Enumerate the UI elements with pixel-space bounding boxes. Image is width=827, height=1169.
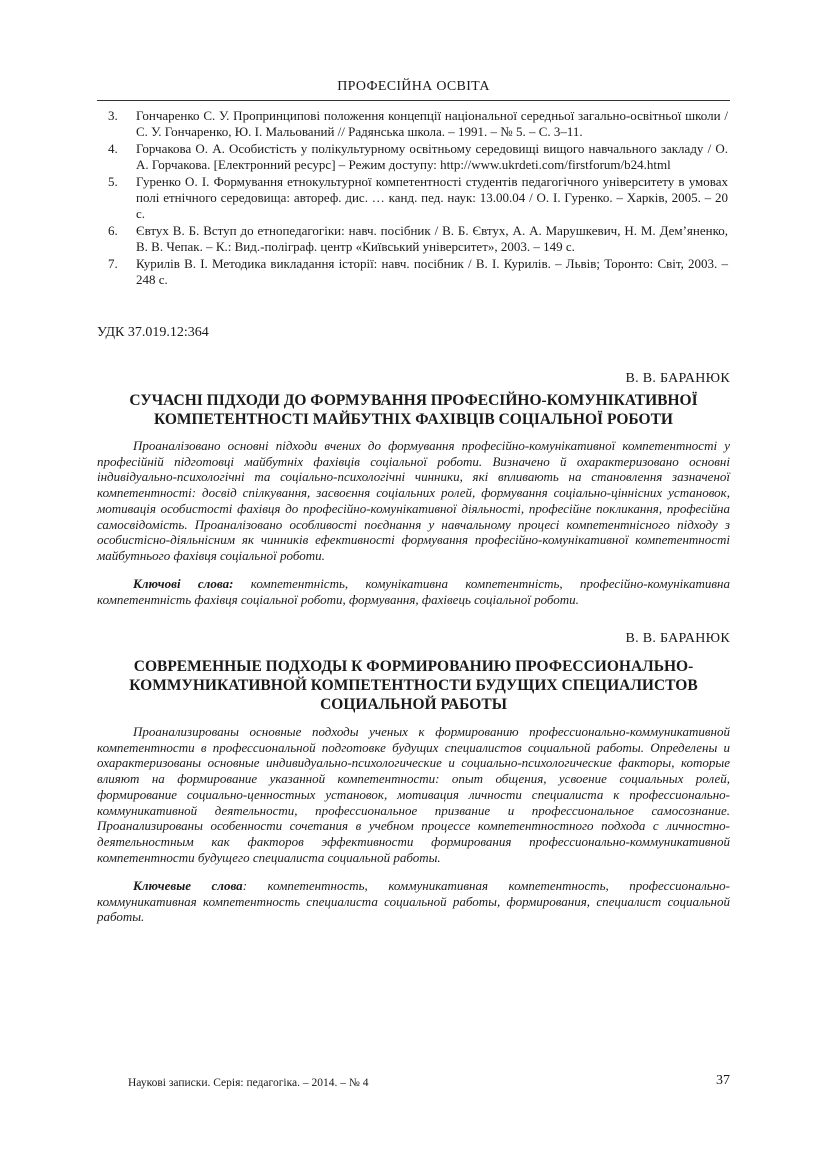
keywords-ukrainian — [97, 576, 730, 607]
reference-number: 6. — [108, 223, 118, 239]
reference-number: 7. — [108, 256, 118, 272]
udk-code: УДК 37.019.12:364 — [97, 325, 209, 340]
reference-number: 3. — [108, 108, 118, 123]
abstract-russian: Проанализированы основные подходы ученых к формированию профессионально-коммуникативной компетентности в профессиональной подготовке будущих специалистов социальной работы. Определены и охарактеризованы основные индивидуально-психологические и социально-психологические факторы, которые влияют на формирование указанной компетентности: опыт общения, усвоение социальных ролей, формирование социально-ценностных установок, мотивация личности специалиста к профессионально-коммуникативной деятельности, профессиональное призвание и профессиональное самосознание. Проанализированы особенности сочетания в учебном процессе компетентностного подхода с личностно-деятельностным как факторов эффективности формирования профессионально-коммуникативной компетентности будущего специалиста социальной работы. — [97, 724, 730, 865]
reference-text: Гуренко О. І. Формування етнокультурної компетентності студентів педагогічного університету в умовах полі етнічного середовища: автореф. дис. … канд. пед. наук: 13.00.04 / О. І. Гуренко. – Харків, 2005. – 20 с. — [136, 174, 728, 221]
header-divider — [97, 100, 730, 101]
reference-text: Курилів В. І. Методика викладання історії: навч. посібник / В. І. Курилів. – Львів; Торонто: Світ, 2003. – 248 с. — [136, 256, 728, 287]
running-title: ПРОФЕСІЙНА ОСВІТА — [337, 79, 490, 94]
reference-item — [108, 256, 728, 287]
reference-text: Горчакова О. А. Особистість у полікультурному освітньому середовищі вищого навчального закладу / О. А. Горчакова. [Електронний ресурс] – Режим доступу: http://www.ukrdeti.com/firstforum/b24.html — [136, 141, 728, 172]
keywords-text: : компетентность, коммуникативная компетентность, профессионально-коммуникативная компетентность специалиста социальной работы, формирования, специалист социальной работы. — [97, 878, 730, 925]
abstract-ukrainian: Проаналізовано основні підходи вчених до формування професійно-комунікативної компетентності у професійній підготовці майбутніх фахівців соціальної роботи. Визначено й охарактеризовано основні індивідуально-психологічні та соціально-психологічні чинники, які впливають на становлення зазначеної компетентності: досвід спілкування, засвоєння соціальних ролей, формування соціально-ціннісних установок, мотивація особистості фахівця до професійно-комунікативної діяльності, професійне покликання, професійна самосвідомість. Проаналізовано особливості поєднання у навчальному процесі компетентнісного підходу з особистісно-діяльнісним як чинників ефективності формування професійно-комунікативної компетентності майбутнього фахівця соціальної роботи. — [97, 438, 730, 563]
author-ukrainian: В. В. БАРАНЮК — [625, 371, 730, 386]
reference-item — [108, 108, 728, 139]
journal-footer: Наукові записки. Серія: педагогіка. – 2014. – № 4 — [128, 1077, 369, 1089]
reference-number: 5. — [108, 174, 118, 190]
keywords-russian — [97, 878, 730, 925]
reference-text: Євтух В. Б. Вступ до етнопедагогіки: навч. посібник / В. Б. Євтух, А. А. Марушкевич, Н. М. Дем’яненко, В. В. Чепак. – К.: Вид.-поліграф. центр «Київський університет», 2003. – 149 с. — [136, 223, 728, 254]
reference-number: 4. — [108, 141, 118, 157]
reference-item — [108, 141, 728, 172]
keywords-text: компетентність, комунікативна компетентність, професійно-комунікативна компетентність фахівця соціальної роботи, формування, фахівець соціальної роботи. — [97, 576, 730, 607]
keywords-label: Ключевые слова — [133, 878, 243, 893]
page-number: 37 — [716, 1073, 730, 1088]
keywords-label: Ключові слова: — [133, 576, 234, 591]
article-title-ukrainian: СУЧАСНІ ПІДХОДИ ДО ФОРМУВАННЯ ПРОФЕСІЙНО-КОМУНІКАТИВНОЇ КОМПЕТЕНТНОСТІ МАЙБУТНІХ ФАХІВЦІВ СОЦІАЛЬНОЇ РОБОТИ — [129, 392, 698, 428]
reference-item — [108, 223, 728, 254]
author-russian: В. В. БАРАНЮК — [625, 631, 730, 646]
article-title-russian: СОВРЕМЕННЫЕ ПОДХОДЫ К ФОРМИРОВАНИЮ ПРОФЕССИОНАЛЬНО-КОММУНИКАТИВНОЙ КОМПЕТЕНТНОСТИ БУДУЩИХ СПЕЦИАЛИСТОВ СОЦИАЛЬНОЙ РАБОТЫ — [129, 658, 698, 713]
reference-text: Гончаренко С. У. Пропринципові положення концепції національної середньої загально-освітньої школи / С. У. Гончаренко, Ю. І. Мальований // Радянська школа. – 1991. – № 5. – С. 3–11. — [136, 108, 728, 139]
reference-item — [108, 174, 728, 221]
reference-list — [108, 108, 728, 290]
